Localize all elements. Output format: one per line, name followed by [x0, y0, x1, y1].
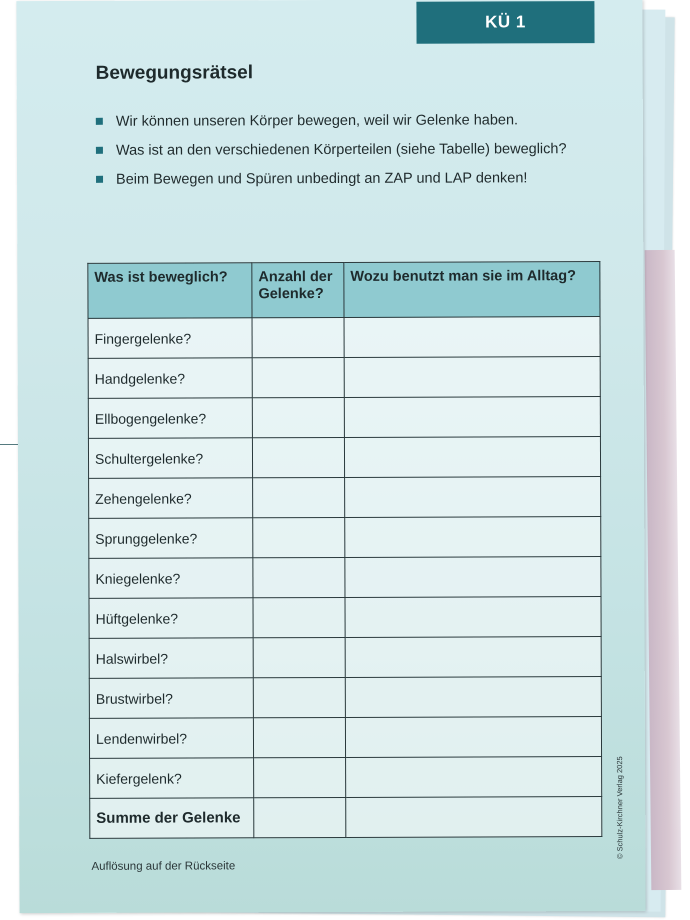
- row-label: Zehengelenke?: [89, 478, 253, 519]
- worksheet-title: Bewegungsrätsel: [95, 62, 254, 84]
- table-row: [89, 717, 601, 759]
- joint-count-cell[interactable]: [253, 637, 345, 677]
- table-row: [89, 597, 601, 639]
- everyday-use-cell[interactable]: [345, 637, 601, 678]
- row-label: Hüftgelenke?: [89, 598, 253, 639]
- solution-hint: Auflösung auf der Rückseite: [91, 860, 236, 873]
- worksheet-code-badge: [416, 1, 594, 44]
- total-count-cell[interactable]: [254, 797, 346, 837]
- everyday-use-cell[interactable]: [345, 597, 601, 638]
- table-row: [88, 437, 600, 479]
- table-header-row: [88, 262, 600, 319]
- row-label: Halswirbel?: [89, 638, 253, 679]
- instruction-text: Was ist an den verschiedenen Körperteilen (siehe Tabelle) beweglich?: [115, 140, 567, 159]
- total-label: Summe der Gelenke: [90, 798, 254, 839]
- everyday-use-cell[interactable]: [345, 677, 601, 718]
- joint-count-cell[interactable]: [253, 477, 345, 517]
- table-row: [88, 317, 600, 359]
- table-row: [89, 517, 601, 559]
- everyday-use-cell[interactable]: [345, 517, 601, 558]
- joint-count-cell[interactable]: [253, 517, 345, 557]
- joint-count-cell[interactable]: [252, 437, 344, 477]
- everyday-use-cell[interactable]: [345, 557, 601, 598]
- joint-count-cell[interactable]: [253, 677, 345, 717]
- joint-count-cell[interactable]: [252, 357, 344, 397]
- instruction-item: [96, 134, 567, 165]
- instruction-text: Beim Bewegen und Spüren unbedingt an ZAP und LAP denken!: [116, 169, 528, 188]
- joint-count-cell[interactable]: [253, 557, 345, 597]
- joints-table: [87, 261, 602, 839]
- instruction-text: Wir können unseren Körper bewegen, weil wir Gelenke haben.: [115, 111, 519, 130]
- table-row: [89, 677, 601, 719]
- worksheet-code-label: KÜ 1: [485, 12, 526, 32]
- row-label: Lendenwirbel?: [89, 718, 253, 759]
- row-label: Fingergelenke?: [88, 318, 252, 359]
- total-row: [90, 797, 602, 839]
- everyday-use-cell[interactable]: [344, 317, 600, 358]
- table-row: [90, 757, 602, 799]
- row-label: Kiefergelenk?: [90, 758, 254, 799]
- row-label: Schultergelenke?: [88, 438, 252, 479]
- row-label: Sprunggelenke?: [89, 518, 253, 559]
- column-header-everyday-use: Wozu benutzt man sie im Alltag?: [344, 262, 600, 318]
- table-row: [89, 637, 601, 679]
- bullet-square-icon: [96, 176, 103, 183]
- instruction-item: [96, 105, 567, 136]
- everyday-use-cell[interactable]: [344, 397, 600, 438]
- joint-count-cell[interactable]: [253, 717, 345, 757]
- row-label: Ellbogengelenke?: [88, 398, 252, 439]
- table-row: [89, 477, 601, 519]
- everyday-use-cell[interactable]: [344, 437, 600, 478]
- joint-count-cell[interactable]: [253, 597, 345, 637]
- row-label: Brustwirbel?: [89, 678, 253, 719]
- joint-count-cell[interactable]: [252, 397, 344, 437]
- bullet-square-icon: [96, 147, 103, 154]
- total-use-cell[interactable]: [346, 797, 602, 838]
- worksheet-page: [16, 0, 645, 913]
- table-row: [88, 357, 600, 399]
- everyday-use-cell[interactable]: [345, 477, 601, 518]
- joint-count-cell[interactable]: [252, 317, 344, 357]
- instruction-list: [96, 105, 567, 194]
- everyday-use-cell[interactable]: [346, 757, 602, 798]
- row-label: Kniegelenke?: [89, 558, 253, 599]
- back-sheet-edge: [645, 250, 682, 890]
- table-row: [88, 397, 600, 439]
- copyright-note: © Schulz-Kirchner Verlag 2025: [615, 756, 625, 860]
- column-header-joint-count: Anzahl der Gelenke?: [252, 262, 344, 317]
- bullet-square-icon: [96, 118, 103, 125]
- column-header-movable: Was ist beweglich?: [88, 263, 252, 319]
- table-row: [89, 557, 601, 599]
- instruction-item: [96, 163, 567, 194]
- everyday-use-cell[interactable]: [344, 357, 600, 398]
- everyday-use-cell[interactable]: [345, 717, 601, 758]
- row-label: Handgelenke?: [88, 358, 252, 399]
- joint-count-cell[interactable]: [254, 757, 346, 797]
